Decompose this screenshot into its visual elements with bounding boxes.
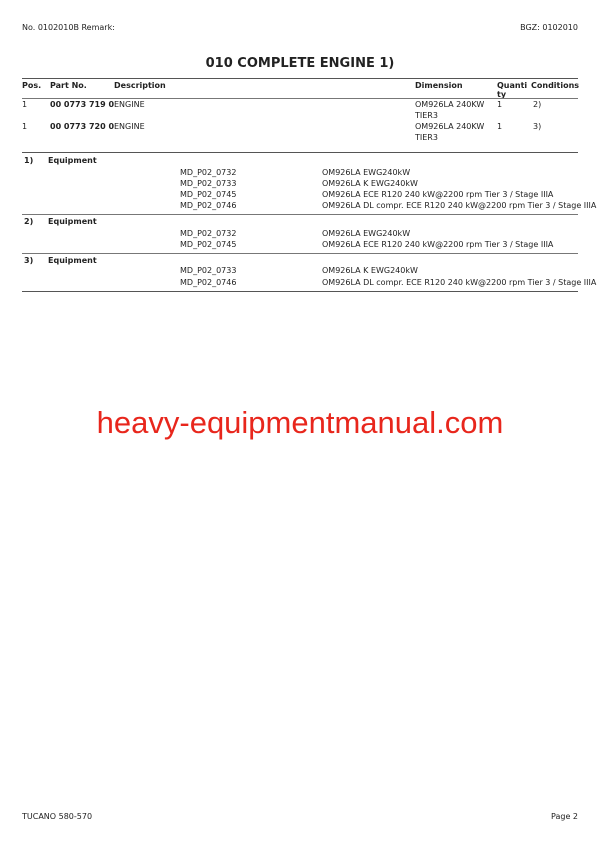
watermark: heavy-equipmentmanual.com	[96, 405, 504, 440]
condition-label: Equipment	[48, 156, 97, 165]
row-pos: 1	[22, 122, 28, 131]
condition-label: Equipment	[48, 217, 97, 226]
divider	[22, 78, 578, 79]
equipment-desc: OM926LA ECE R120 240 kW@2200 rpm Tier 3 / Stage IIIA	[322, 190, 554, 199]
condition-id: 2)	[24, 217, 34, 226]
col-header-quantity-wrap: ty	[497, 90, 507, 99]
equipment-desc: OM926LA EWG240kW	[322, 168, 411, 177]
condition-id: 1)	[24, 156, 34, 165]
row-part-no[interactable]: 00 0773 720 0	[50, 122, 115, 131]
equipment-code: MD_P02_0733	[180, 266, 237, 275]
equipment-desc: OM926LA ECE R120 240 kW@2200 rpm Tier 3 / Stage IIIA	[322, 240, 554, 249]
condition-id: 3)	[24, 256, 34, 265]
divider	[22, 253, 578, 254]
divider	[22, 291, 578, 292]
row-part-no[interactable]: 00 0773 719 0	[50, 100, 115, 109]
row-quantity: 1	[497, 100, 503, 109]
equipment-code: MD_P02_0745	[180, 190, 237, 199]
row-dimension-line2: TIER3	[415, 133, 438, 142]
col-header-description: Description	[114, 81, 166, 90]
equipment-code: MD_P02_0732	[180, 168, 237, 177]
divider	[22, 152, 578, 153]
equipment-desc: OM926LA EWG240kW	[322, 229, 411, 238]
row-conditions: 2)	[533, 100, 542, 109]
equipment-code: MD_P02_0732	[180, 229, 237, 238]
row-conditions: 3)	[533, 122, 542, 131]
equipment-code: MD_P02_0746	[180, 278, 237, 287]
col-header-part-no: Part No.	[50, 81, 87, 90]
equipment-desc: OM926LA K EWG240kW	[322, 266, 418, 275]
col-header-pos: Pos.	[22, 81, 42, 90]
page-number: Page 2	[551, 812, 578, 821]
row-pos: 1	[22, 100, 28, 109]
equipment-code: MD_P02_0733	[180, 179, 237, 188]
condition-label: Equipment	[48, 256, 97, 265]
col-header-quantity: Quanti	[497, 81, 528, 90]
row-dimension-line2: TIER3	[415, 111, 438, 120]
footer-model: TUCANO 580-570	[22, 812, 93, 821]
bgz-number: BGZ: 0102010	[520, 23, 578, 32]
equipment-desc: OM926LA DL compr. ECE R120 240 kW@2200 rpm Tier 3 / Stage IIIA	[322, 201, 597, 210]
divider	[22, 214, 578, 215]
equipment-code: MD_P02_0746	[180, 201, 237, 210]
row-dimension: OM926LA 240KW	[415, 100, 485, 109]
equipment-code: MD_P02_0745	[180, 240, 237, 249]
row-description: ENGINE	[114, 122, 145, 131]
equipment-desc: OM926LA DL compr. ECE R120 240 kW@2200 rpm Tier 3 / Stage IIIA	[322, 278, 597, 287]
col-header-conditions: Conditions	[531, 81, 580, 90]
page-title: 010 COMPLETE ENGINE 1)	[205, 56, 395, 71]
divider	[22, 98, 578, 99]
document-number: No. 0102010B Remark:	[22, 23, 115, 32]
row-dimension: OM926LA 240KW	[415, 122, 485, 131]
equipment-desc: OM926LA K EWG240kW	[322, 179, 418, 188]
row-description: ENGINE	[114, 100, 145, 109]
row-quantity: 1	[497, 122, 503, 131]
col-header-dimension: Dimension	[415, 81, 463, 90]
